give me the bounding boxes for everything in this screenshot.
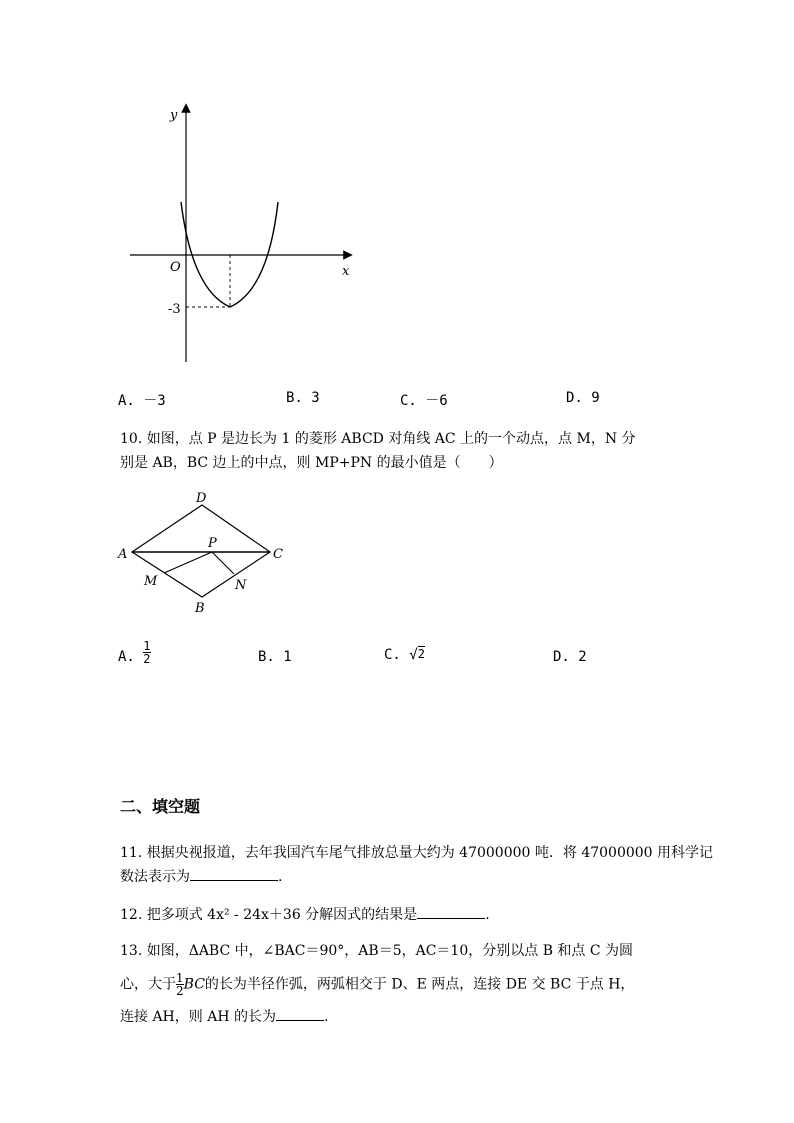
q10-option-c[interactable] (384, 647, 425, 663)
q9-option-b[interactable]: B. 3 (286, 390, 320, 406)
q13-fraction-tail: BC (183, 976, 205, 993)
label-b: B (195, 601, 205, 615)
q10-option-b[interactable]: B. 1 (258, 649, 292, 665)
label-n: N (235, 578, 247, 593)
label-p: P (208, 536, 217, 551)
q10-line-2: 别是 AB，BC 边上的中点，则 MP+PN 的最小值是（ ） (120, 455, 503, 471)
q13-fraction (176, 972, 184, 997)
q13-line-1: 13. 如图，ΔABC 中，∠BAC＝90°，AB＝5，AC＝10，分别以点 B 和点 C 为圆 (120, 943, 634, 959)
label-a: A (118, 547, 128, 562)
section-title: 二、填空题 (120, 797, 201, 816)
x-axis-label: x (342, 264, 350, 279)
q9-option-c[interactable]: C. －6 (400, 393, 448, 409)
q11-answer-blank[interactable] (190, 868, 278, 881)
label-c: C (273, 547, 283, 562)
sqrt-icon: √ (409, 647, 418, 663)
segment-mp (164, 552, 212, 573)
q12-answer-blank[interactable] (417, 906, 485, 919)
q10-option-a-prefix: A. (118, 649, 135, 665)
q13-answer-blank[interactable] (276, 1008, 324, 1021)
q9-option-d[interactable]: D. 9 (566, 390, 600, 406)
y-axis-label: y (170, 108, 178, 123)
q12-suffix: . (485, 907, 490, 923)
segment-pn (212, 552, 234, 574)
q10-option-c-prefix: C. (384, 647, 401, 663)
q13-fraction-num: 1 (176, 971, 184, 985)
q10-option-d[interactable]: D. 2 (553, 649, 587, 665)
q13-line2-suffix: 的长为半径作弧，两弧相交于 D、E 两点，连接 DE 交 BC 于点 H， (204, 976, 635, 993)
q13-fraction-den: 2 (176, 984, 184, 998)
q13-line2-prefix: 心，大于 (120, 976, 176, 993)
label-m: M (144, 574, 158, 589)
q12-line (120, 904, 490, 924)
q11-suffix: . (278, 869, 283, 885)
q11-line-2 (120, 866, 282, 886)
q13-line3-suffix: . (324, 1009, 329, 1025)
sqrt-radicand: 2 (417, 647, 425, 661)
label-d: D (196, 491, 207, 506)
fraction-numerator: 1 (143, 639, 151, 653)
min-value-label: -3 (168, 302, 181, 317)
q13-line-2 (120, 972, 634, 997)
q11-prefix: 数法表示为 (120, 869, 190, 885)
q10-line-1: 10. 如图，点 P 是边长为 1 的菱形 ABCD 对角线 AC 上的一个动点，点 M，N 分 (120, 431, 636, 447)
q11-line-1: 11. 根据央视报道，去年我国汽车尾气排放总量大约为 47000000 吨．将 47000000 用科学记 (120, 845, 714, 861)
parabola-graph (120, 100, 370, 370)
origin-label: O (170, 260, 181, 275)
fraction-denominator: 2 (143, 652, 151, 666)
rhombus-figure (112, 485, 292, 615)
fraction-one-half (143, 640, 150, 665)
q10-option-a[interactable] (118, 640, 151, 665)
q13-line-3 (120, 1006, 328, 1026)
q12-prefix: 12. 把多项式 4x² - 24x＋36 分解因式的结果是 (120, 907, 418, 923)
q9-option-a[interactable]: A. －3 (118, 393, 166, 409)
q13-line3-prefix: 连接 AH，则 AH 的长为 (120, 1009, 276, 1025)
